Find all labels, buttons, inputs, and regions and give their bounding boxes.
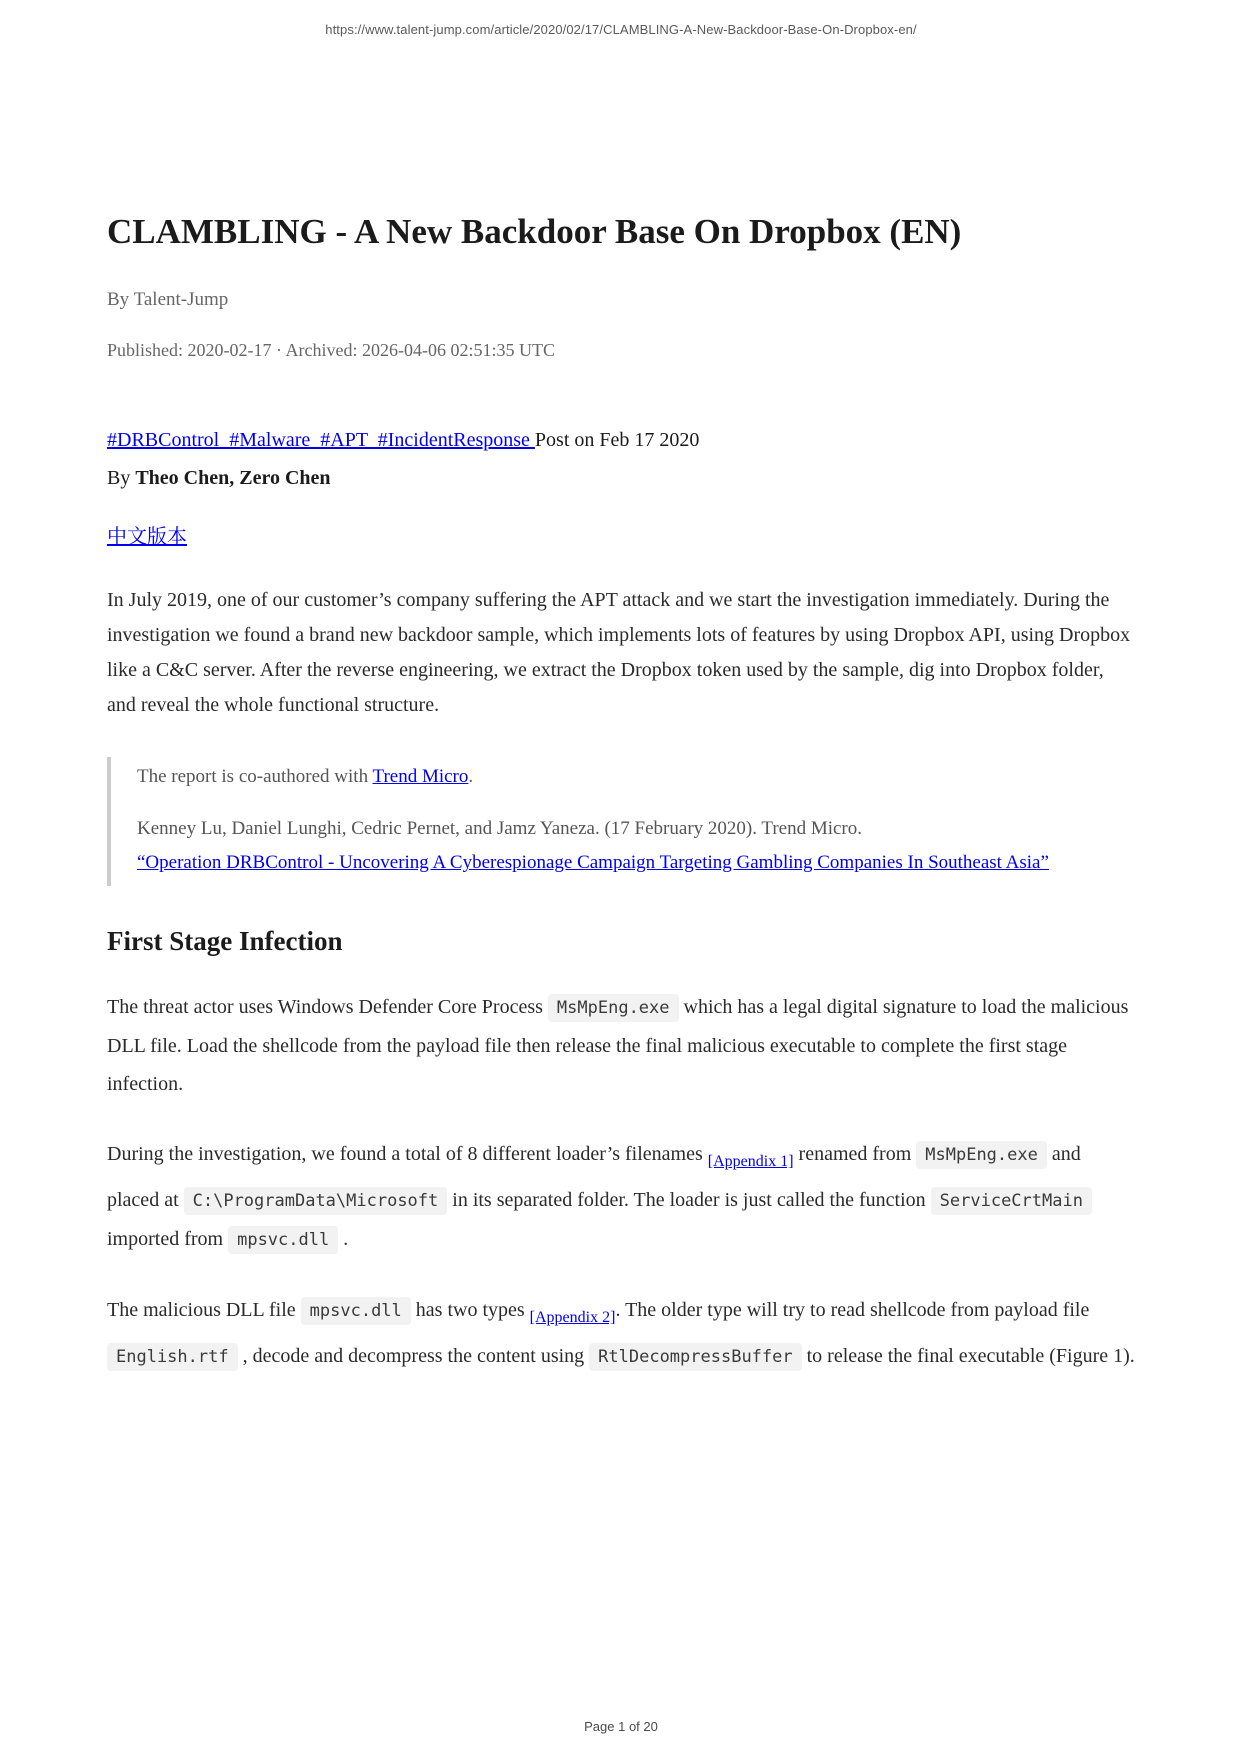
- quote-citation: [137, 812, 1137, 880]
- quote-line-1-prefix: The report is co-authored with: [137, 766, 373, 787]
- body-text: . The older type will try to read shellcode from payload file: [615, 1299, 1090, 1321]
- archive-url: https://www.talent-jump.com/article/2020/02/17/CLAMBLING-A-New-Backdoor-Base-On-Dropbox-en/: [325, 22, 917, 37]
- post-date-text: Post on Feb 17 2020: [534, 429, 700, 451]
- inline-code: RtlDecompressBuffer: [589, 1343, 801, 1371]
- trend-micro-link[interactable]: Trend Micro: [372, 766, 469, 787]
- operation-drbcontrol-report-link[interactable]: “Operation DRBControl - Uncovering A Cyberespionage Campaign Targeting Gambling Companies In Southeast Asia”: [137, 852, 1049, 873]
- body-text: to release the final executable (Figure 1).: [801, 1345, 1135, 1367]
- body-text: The threat actor uses Windows Defender Core Process: [107, 996, 548, 1018]
- inline-code: ServiceCrtMain: [931, 1187, 1092, 1215]
- body-text: in its separated folder. The loader is just called the function: [447, 1189, 931, 1211]
- chinese-version-link[interactable]: 中文版本: [107, 526, 187, 548]
- authors-prefix: By: [107, 467, 136, 489]
- body-text: , decode and decompress the content using: [237, 1345, 590, 1367]
- page-title: CLAMBLING - A New Backdoor Base On Dropbox (EN): [107, 212, 962, 251]
- article-content: [107, 0, 1137, 1376]
- intro-paragraph: In July 2019, one of our customer’s company suffering the APT attack and we start the investigation immediately. During the investigation we found a brand new backdoor sample, which implements lots of features by using Dropbox API, using Dropbox like a C&C server. After the reverse engineering, we extract the Dropbox token used by the sample, dig into Dropbox folder, and reveal the whole functional structure.: [107, 589, 1131, 716]
- inline-code: C:\ProgramData\Microsoft: [184, 1187, 448, 1215]
- byline: By Talent-Jump: [107, 289, 229, 310]
- inline-code: English.rtf: [107, 1343, 238, 1371]
- body-text: During the investigation, we found a total of 8 different loader’s filenames: [107, 1143, 708, 1165]
- first-stage-paragraph-1: [107, 988, 1137, 1103]
- inline-code: mpsvc.dll: [301, 1297, 411, 1325]
- body-text: .: [338, 1228, 349, 1250]
- section-heading-first-stage-infection: First Stage Infection: [107, 926, 343, 956]
- citation-text: Kenney Lu, Daniel Lunghi, Cedric Pernet, and Jamz Yaneza. (17 February 2020). Trend Micro.: [137, 818, 863, 839]
- hashtag-links[interactable]: #DRBControl #Malware #APT #IncidentResponse: [107, 429, 535, 451]
- body-text: imported from: [107, 1228, 229, 1250]
- inline-code: MsMpEng.exe: [916, 1141, 1047, 1169]
- page-number-footer: Page 1 of 20: [584, 1719, 658, 1734]
- inline-code: MsMpEng.exe: [548, 994, 679, 1022]
- body-text: which has a legal digital signature to load the malicious DLL file. Load the shellcode from the payload file then release the final malicious executable to complete the first stage infection.: [107, 996, 1129, 1095]
- quote-line-1-suffix: .: [468, 766, 474, 787]
- body-text: renamed from: [793, 1143, 917, 1165]
- authors-line: [107, 463, 1137, 493]
- inline-code: mpsvc.dll: [228, 1226, 338, 1254]
- chinese-version-line: [107, 523, 1137, 551]
- published-archived-meta: Published: 2020-02-17 · Archived: 2026-04-06 02:51:35 UTC: [107, 340, 555, 360]
- first-stage-paragraph-2: [107, 1135, 1137, 1259]
- tags-line: [107, 425, 1137, 455]
- body-text: and placed at: [107, 1143, 1081, 1211]
- quote-line-1: [137, 761, 1137, 792]
- author-names: Theo Chen, Zero Chen: [135, 467, 331, 489]
- body-text: The malicious DLL file: [107, 1299, 301, 1321]
- body-text: has two types: [410, 1299, 530, 1321]
- first-stage-paragraph-3: [107, 1291, 1137, 1376]
- appendix-link[interactable]: [Appendix 2]: [529, 1309, 616, 1326]
- coauthor-blockquote: [107, 757, 1137, 886]
- appendix-link[interactable]: [Appendix 1]: [707, 1153, 794, 1170]
